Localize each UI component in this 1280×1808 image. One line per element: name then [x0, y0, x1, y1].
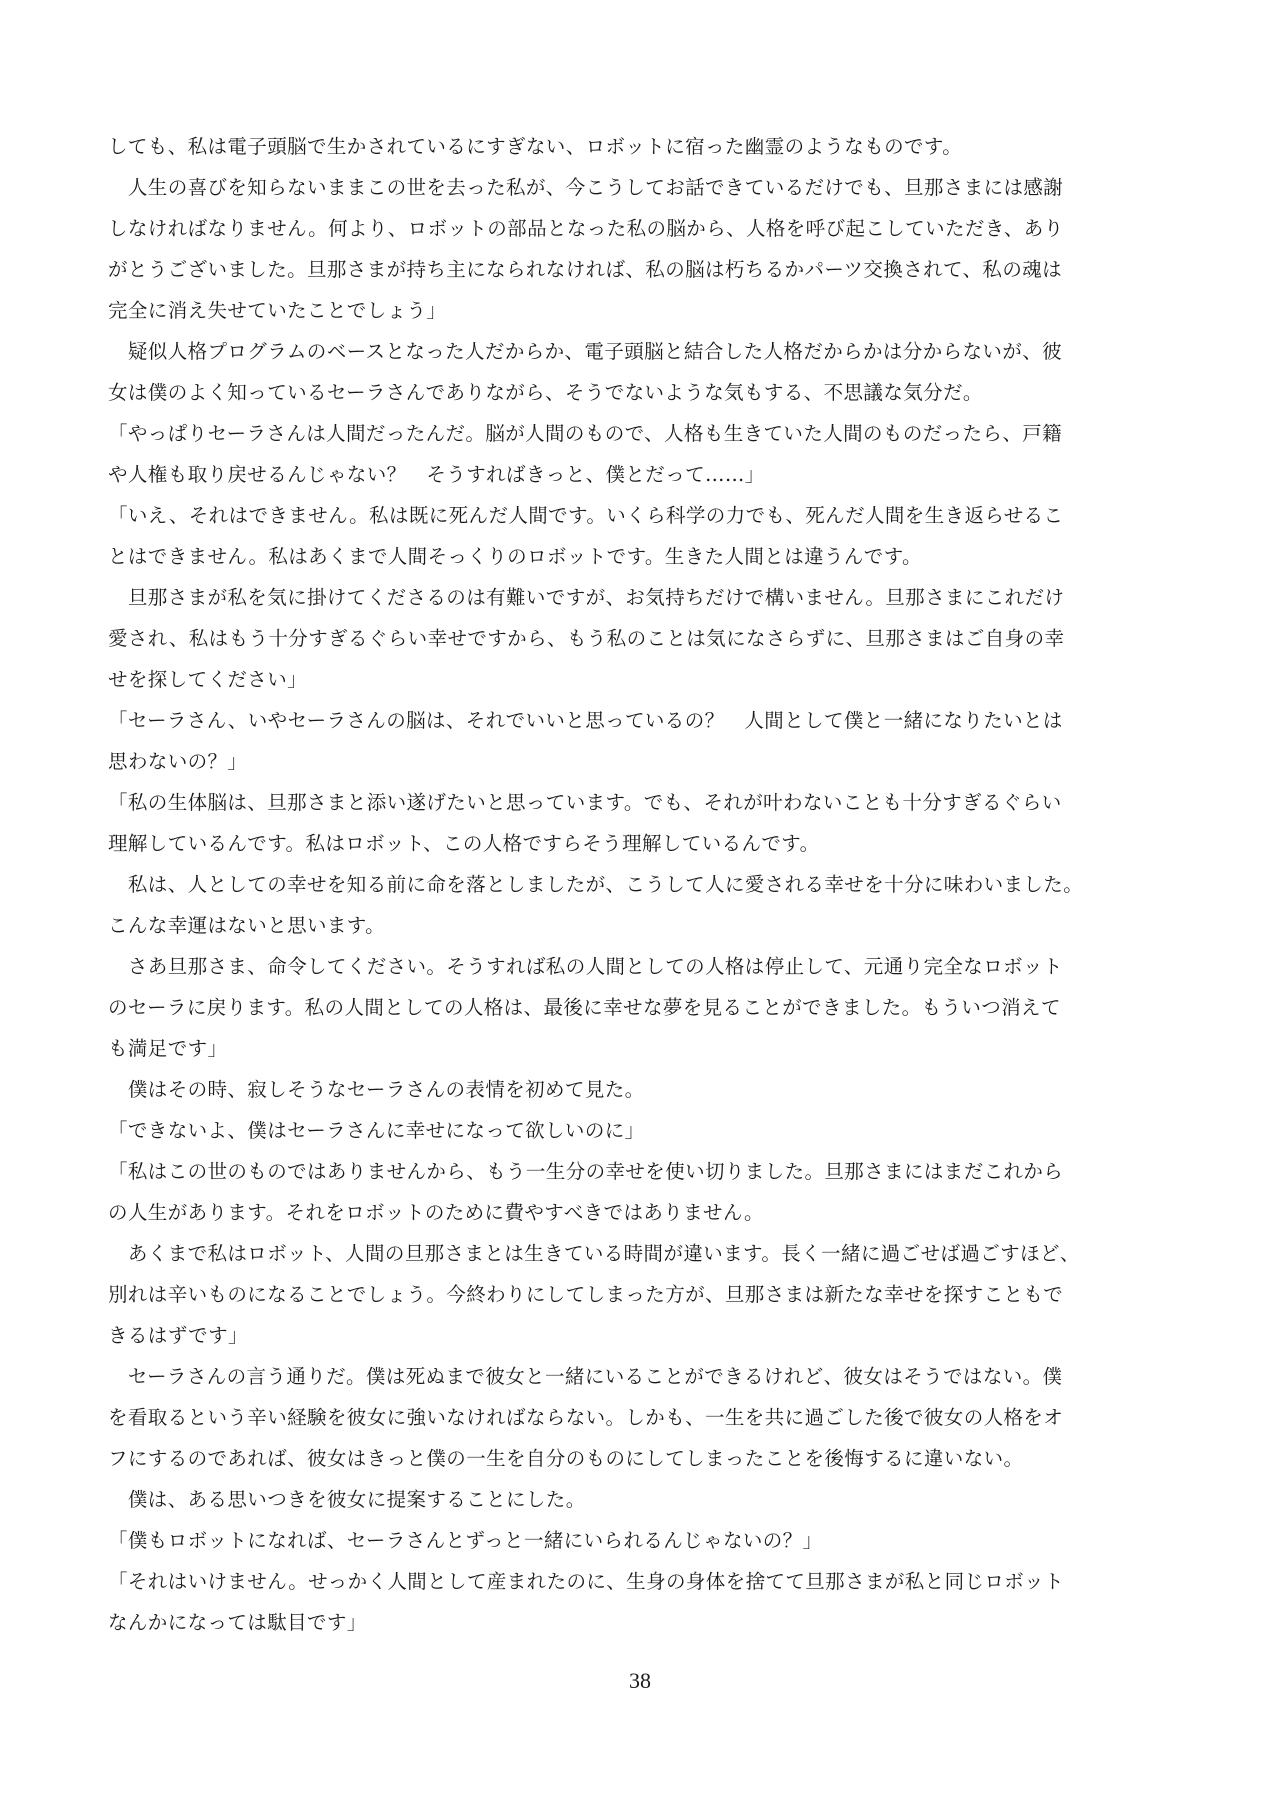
text-line: あくまで私はロボット、人間の旦那さまとは生きている時間が違います。長く一緒に過ごせば過ごすほど、: [108, 1242, 1080, 1265]
text-line: 疑似人格プログラムのベースとなった人だからか、電子頭脳と結合した人格だからかは分からないが、彼: [108, 340, 1063, 363]
body-text: [108, 126, 1188, 1643]
text-line: 「セーラさん、いやセーラさんの脳は、それでいいと思っているの？ 人間として僕と一緒になりたいとは: [108, 709, 1063, 732]
text-line: きるはずです」: [108, 1324, 248, 1347]
text-line: 女は僕のよく知っているセーラさんでありながら、そうでないような気もする、不思議な気分だ。: [108, 381, 983, 404]
text-line: しなければなりません。何より、ロボットの部品となった私の脳から、人格を呼び起こしていただき、あり: [108, 217, 1064, 240]
text-line: の人生があります。それをロボットのために費やすべきではありません。: [108, 1201, 764, 1224]
text-line: 理解しているんです。私はロボット、この人格ですらそう理解しているんです。: [108, 832, 820, 855]
text-line: のセーラに戻ります。私の人間としての人格は、最後に幸せな夢を見ることができました。もういつ消えて: [108, 996, 1061, 1019]
text-line: なんかになっては駄目です」: [108, 1611, 367, 1634]
text-line: とはできません。私はあくまで人間そっくりのロボットです。生きた人間とは違うんです。: [108, 545, 922, 568]
text-line: や人権も取り戻せるんじゃない？ そうすればきっと、僕とだって……」: [108, 463, 765, 486]
text-line: 私は、人としての幸せを知る前に命を落としましたが、こうして人に愛される幸せを十分に味わいました。: [108, 873, 1084, 896]
text-line: 愛され、私はもう十分すぎるぐらい幸せですから、もう私のことは気になさらずに、旦那さまはご自身の幸: [108, 627, 1065, 650]
text-line: せを探してください」: [108, 668, 308, 691]
text-line: 「できないよ、僕はセーラさんに幸せになって欲しいのに」: [108, 1119, 645, 1142]
text-line: 完全に消え失せていたことでしょう」: [108, 299, 447, 322]
text-line: 「いえ、それはできません。私は既に死んだ人間です。いくら科学の力でも、死んだ人間を生き返らせるこ: [108, 504, 1064, 527]
page-number: 38: [629, 1668, 651, 1693]
text-line: しても、私は電子頭脳で生かされているにすぎない、ロボットに宿った幽霊のようなものです。: [108, 135, 963, 158]
text-line: 「私の生体脳は、旦那さまと添い遂げたいと思っています。でも、それが叶わないことも十分すぎるぐらい: [108, 791, 1062, 814]
text-line: 旦那さまが私を気に掛けてくださるのは有難いですが、お気持ちだけで構いません。旦那さまにこれだけ: [108, 586, 1065, 609]
text-line: 「私はこの世のものではありませんから、もう一生分の幸せを使い切りました。旦那さまにはまだこれから: [108, 1160, 1064, 1183]
text-line: 「それはいけません。せっかく人間として産まれたのに、生身の身体を捨てて旦那さまが私と同じロボット: [108, 1570, 1064, 1593]
text-line: セーラさんの言う通りだ。僕は死ぬまで彼女と一緒にいることができるけれど、彼女はそうではない。僕: [108, 1365, 1063, 1388]
text-line: こんな幸運はないと思います。: [108, 914, 386, 937]
text-line: さあ旦那さま、命令してください。そうすれば私の人間としての人格は停止して、元通り完全なロボット: [108, 955, 1063, 978]
text-line: 「僕もロボットになれば、セーラさんとずっと一緒にいられるんじゃないの？」: [108, 1529, 823, 1552]
text-line: 「やっぱりセーラさんは人間だったんだ。脳が人間のもので、人格も生きていた人間のものだったら、戸籍: [108, 422, 1063, 445]
text-line: 人生の喜びを知らないままこの世を去った私が、今こうしてお話できているだけでも、旦那さまには感謝: [108, 176, 1064, 199]
text-line: 僕はその時、寂しそうなセーラさんの表情を初めて見た。: [108, 1078, 645, 1101]
text-line: 別れは辛いものになることでしょう。今終わりにしてしまった方が、旦那さまは新たな幸せを探すこともで: [108, 1283, 1064, 1306]
text-line: がとうございました。旦那さまが持ち主になられなければ、私の脳は朽ちるかパーツ交換されて、私の魂は: [108, 258, 1063, 281]
text-line: を看取るという辛い経験を彼女に強いなければならない。しかも、一生を共に過ごした後で彼女の人格をオ: [108, 1406, 1064, 1429]
text-line: 思わないの？」: [108, 750, 248, 773]
text-line: フにするのであれば、彼女はきっと僕の一生を自分のものにしてしまったことを後悔するに違いない。: [108, 1447, 1024, 1470]
text-line: も満足です」: [108, 1037, 228, 1060]
text-line: 僕は、ある思いつきを彼女に提案することにした。: [108, 1488, 586, 1511]
